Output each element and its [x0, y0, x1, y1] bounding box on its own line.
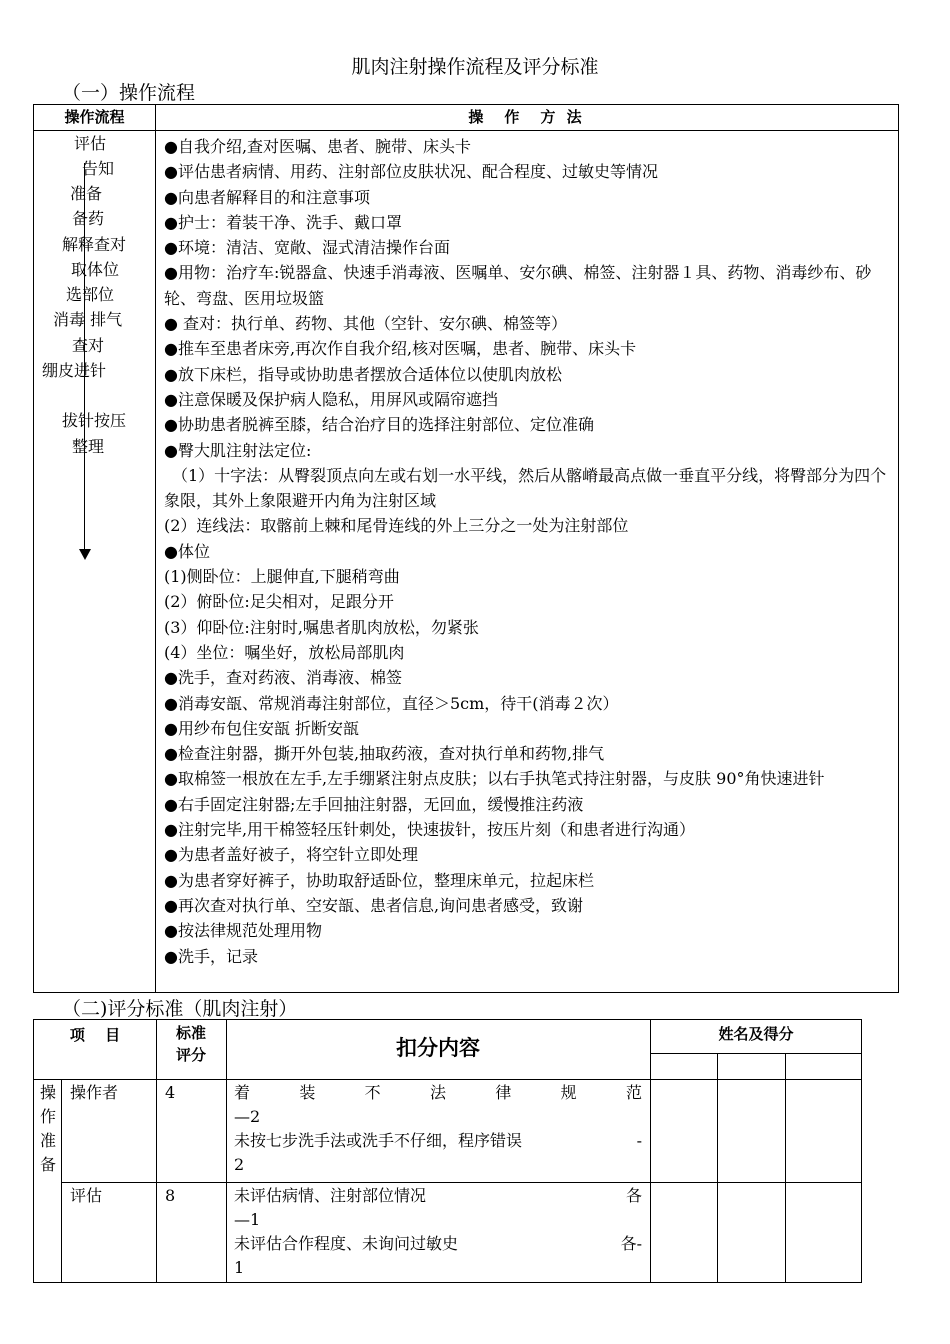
deduct-line: 着 装 不 法 律 规 范 — [234, 1083, 642, 1102]
row-deduct-assess — [234, 1184, 642, 1280]
step-position: 取体位 — [71, 260, 120, 279]
method-item: ●洗手，记录 — [164, 946, 258, 966]
column-divider — [155, 105, 156, 992]
method-item: ●护士：着装干净、洗手、戴口罩 — [164, 212, 402, 232]
method-item: ●为患者盖好被子，将空针立即处理 — [164, 845, 418, 865]
method-list — [164, 134, 892, 969]
header-procedure: 操作流程 — [64, 108, 125, 126]
method-item: ●环境：清洁、宽敞、湿式清洁操作台面 — [164, 238, 450, 258]
method-item: ●消毒安瓿、常规消毒注射部位，直径＞5cm，待干(消毒２次） — [164, 693, 619, 713]
method-item: ●右手固定注射器;左手回抽注射器，无回血，缓慢推注药液 — [164, 794, 584, 814]
method-item: ●按法律规范处理用物 — [164, 921, 322, 941]
method-item: ●取棉签一根放在左手,左手绷紧注射点皮肤；以右手执笔式持注射器，与皮肤 90°角快速进针 — [164, 769, 825, 789]
method-item: ●协助患者脱裤至膝，结合治疗目的选择注射部位、定位准确 — [164, 415, 594, 435]
document-title: 肌肉注射操作流程及评分标准 — [351, 56, 599, 78]
header-names: 姓名及得分 — [718, 1025, 794, 1043]
method-item: ●放下床栏，指导或协助患者摆放合适体位以使肌肉放松 — [164, 364, 562, 384]
header-method: 操 作 方 法 — [468, 108, 585, 126]
step-explain: 解释查对 — [62, 235, 127, 254]
row-divider-header — [34, 1079, 861, 1080]
deduct-line: 未评估病情、注射部位情况 各 — [234, 1186, 642, 1205]
deduct-line: 未按七步洗手法或洗手不仔细，程序错误 - — [234, 1131, 642, 1150]
method-item: ●推车至患者床旁,再次作自我介绍,核对医嘱，患者、腕带、床头卡 — [164, 339, 637, 359]
header-score-line1: 标准 — [175, 1024, 206, 1042]
row-divider-names — [650, 1053, 861, 1054]
scoring-table — [33, 1019, 862, 1283]
procedure-table — [33, 104, 899, 993]
method-item: (2）连线法：取髂前上棘和尾骨连线的外上三分之一处为注射部位 — [164, 516, 629, 536]
col-divider-name-1 — [717, 1053, 718, 1282]
row-item-assess: 评估 — [70, 1186, 103, 1205]
method-item: ●评估患者病情、用药、注射部位皮肤状况、配合程度、过敏史等情况 — [164, 162, 658, 182]
step-assess: 评估 — [74, 134, 107, 153]
deduct-line: 未评估合作程度、未询问过敏史 各- — [234, 1234, 642, 1253]
method-item: ●检查注射器，撕开外包装,抽取药液，查对执行单和药物,排气 — [164, 744, 605, 764]
section-title-scoring: （二)评分标准（肌肉注射） — [62, 998, 298, 1020]
flow-arrow-line — [84, 163, 85, 550]
step-medicine: 备药 — [72, 209, 105, 228]
step-site: 选部位 — [66, 285, 115, 304]
step-inform: 告知 — [82, 159, 115, 178]
deduct-line: —2 — [234, 1107, 261, 1126]
col-divider-name-2 — [785, 1053, 786, 1282]
flow-arrow-icon — [79, 549, 91, 560]
col-divider-group — [61, 1079, 62, 1282]
method-item: (1)侧卧位：上腿伸直,下腿稍弯曲 — [164, 567, 400, 587]
method-item: ● 查对：执行单、药物、其他（空针、安尔碘、棉签等） — [164, 314, 568, 334]
method-item: ●再次查对执行单、空安瓿、患者信息,询问患者感受，致谢 — [164, 895, 584, 915]
row-score-operator: 4 — [165, 1083, 176, 1102]
header-divider — [34, 130, 898, 131]
step-tidy: 整理 — [72, 437, 105, 456]
method-item: ●注意保暖及保护病人隐私，用屏风或隔帘遮挡 — [164, 389, 498, 409]
method-item: ●向患者解释目的和注意事项 — [164, 187, 370, 207]
deduct-line: —1 — [234, 1210, 261, 1229]
step-withdraw: 拔针按压 — [62, 411, 127, 430]
row-item-operator: 操作者 — [70, 1083, 119, 1102]
method-item: ●洗手，查对药液、消毒液、棉签 — [164, 668, 402, 688]
method-item: ●臀大肌注射法定位: — [164, 440, 312, 460]
row-deduct-operator — [234, 1081, 642, 1177]
method-item: ●体位 — [164, 541, 210, 561]
row-divider-1 — [61, 1182, 861, 1183]
method-item: (4）坐位：嘱坐好，放松局部肌肉 — [164, 642, 405, 662]
step-inject: 绷皮进针 — [42, 361, 107, 380]
method-item: ●自我介绍,查对医嘱、患者、腕带、床头卡 — [164, 137, 472, 156]
step-disinfect: 消毒 排气 — [53, 310, 123, 329]
step-prepare: 准备 — [70, 184, 103, 203]
method-item: ●用物：治疗车:锐器盒、快速手消毒液、医嘱单、安尔碘、棉签、注射器１具、药物、消毒纱布、砂轮、弯盘、医用垃圾篮 — [164, 263, 872, 308]
header-item: 项 目 — [69, 1026, 121, 1044]
group-label-preparation: 操 作 准 备 — [39, 1083, 56, 1174]
method-item: (2）俯卧位:足尖相对，足跟分开 — [164, 592, 394, 612]
row-score-assess: 8 — [165, 1186, 176, 1205]
method-item: ●注射完毕,用干棉签轻压针刺处，快速拔针，按压片刻（和患者进行沟通） — [164, 820, 696, 840]
method-item: ●用纱布包住安瓿 折断安瓿 — [164, 718, 360, 738]
header-score — [156, 1022, 226, 1066]
step-check: 查对 — [72, 336, 105, 355]
header-deduct: 扣分内容 — [396, 1036, 480, 1060]
section-title-procedure: （一）操作流程 — [62, 82, 196, 104]
method-item: ●为患者穿好裤子，协助取舒适卧位，整理床单元，拉起床栏 — [164, 870, 594, 890]
deduct-line: 2 — [234, 1155, 245, 1174]
header-score-line2: 评分 — [175, 1046, 206, 1064]
method-item: （1）十字法：从臀裂顶点向左或右划一水平线，然后从髂嵴最高点做一垂直平分线，将臀部分为四个象限，其外上象限避开内角为注射区域 — [164, 465, 887, 511]
deduct-line: 1 — [234, 1258, 245, 1277]
method-item: (3）仰卧位:注射时,嘱患者肌肉放松，勿紧张 — [164, 617, 479, 637]
col-divider-names — [650, 1020, 651, 1282]
